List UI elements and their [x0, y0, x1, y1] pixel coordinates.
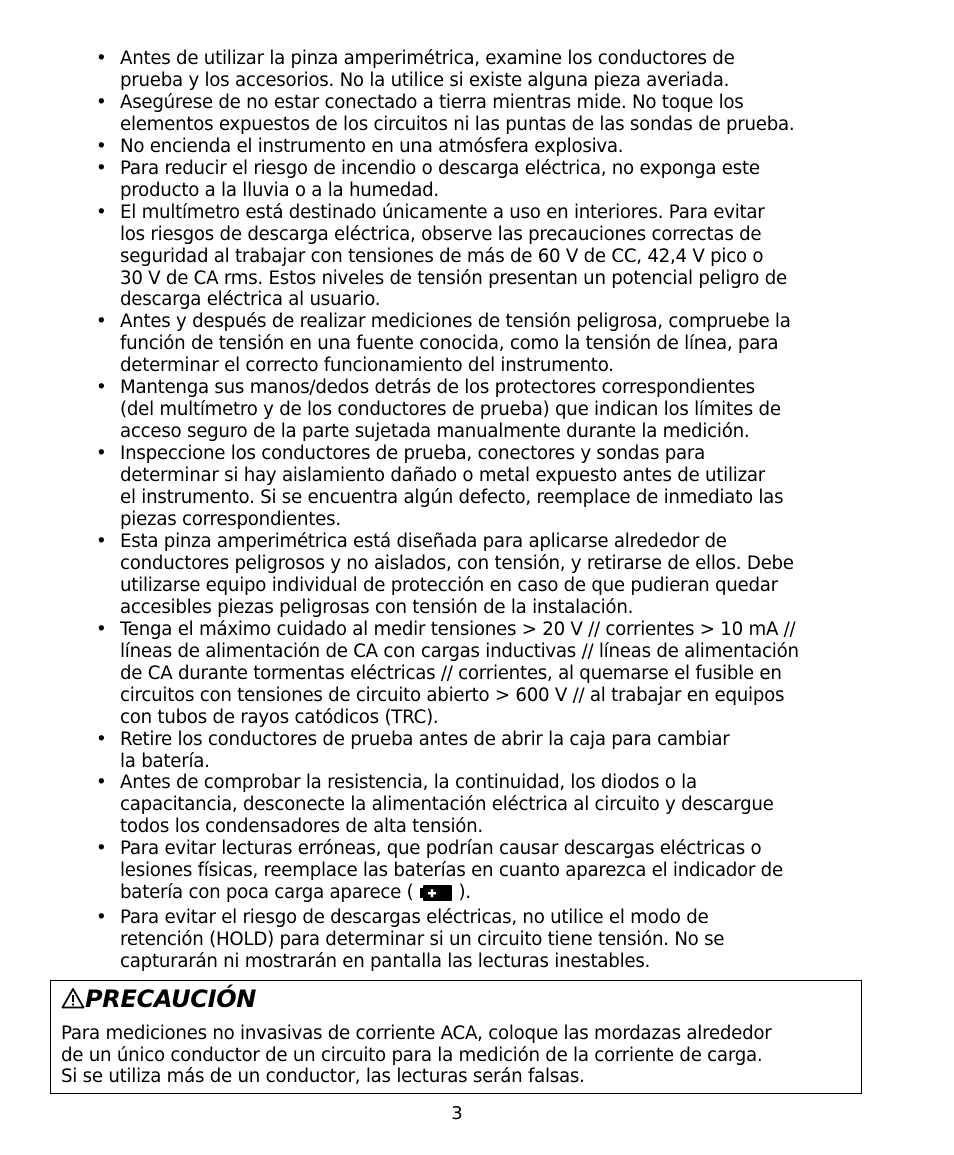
- caution-box: [50, 980, 862, 1094]
- bullet-line: • Esta pinza amperimétrica está diseñada para aplicarse alrededor de: [120, 530, 727, 552]
- bullet-line: descarga eléctrica al usuario.: [120, 289, 381, 311]
- bullet-item: [96, 48, 876, 92]
- bullet-line: todos los condensadores de alta tensión.: [120, 816, 483, 838]
- bullet-line: capturarán ni mostrarán en pantalla las lecturas inestables.: [120, 951, 651, 973]
- bullet-line: • Antes de comprobar la resistencia, la continuidad, los diodos o la: [120, 772, 697, 794]
- bullet-line: piezas correspondientes.: [120, 509, 341, 531]
- bullet-line: de CA durante tormentas eléctricas // corrientes, al quemarse el fusible en: [120, 662, 782, 684]
- caution-line: Para mediciones no invasivas de corriente ACA, coloque las mordazas alrededor: [61, 1023, 772, 1044]
- bullet-line: determinar el correcto funcionamiento del instrumento.: [120, 355, 614, 377]
- bullet-line: • El multímetro está destinado únicamente a uso en interiores. Para evitar: [120, 201, 765, 223]
- bullet-item: [96, 907, 876, 973]
- bullet-item: [96, 136, 876, 158]
- bullet-line: • Para evitar el riesgo de descargas eléctricas, no utilice el modo de: [120, 907, 709, 929]
- bullet-item: [96, 729, 876, 773]
- bullet-line: líneas de alimentación de CA con cargas inductivas // líneas de alimentación: [120, 640, 799, 662]
- bullet-line: elementos expuestos de los circuitos ni las puntas de las sondas de prueba.: [120, 113, 795, 135]
- bullet-line: lesiones físicas, reemplace las baterías en cuanto aparezca el indicador de: [120, 860, 783, 882]
- bullet-line: determinar si hay aislamiento dañado o metal expuesto antes de utilizar: [120, 465, 765, 487]
- bullet-line: producto a la lluvia o a la humedad.: [120, 179, 439, 201]
- bullet-line: seguridad al trabajar con tensiones de más de 60 V de CC, 42,4 V pico o: [120, 245, 764, 267]
- battery-line-text: batería con poca carga aparece (: [120, 882, 419, 904]
- bullet-line: circuitos con tensiones de circuito abierto > 600 V // al trabajar en equipos: [120, 684, 785, 706]
- safety-bullet-list: [96, 48, 876, 973]
- bullet-line: acceso seguro de la parte sujetada manualmente durante la medición.: [120, 421, 750, 443]
- warning-triangle-icon: [61, 987, 85, 1009]
- bullet-line: • Retire los conductores de prueba antes de abrir la caja para cambiar: [120, 728, 730, 750]
- battery-low-icon: [420, 885, 452, 907]
- bullet-item: [96, 311, 876, 377]
- bullet-item: [96, 202, 876, 312]
- bullet-line: • Para reducir el riesgo de incendio o descarga eléctrica, no exponga este: [120, 157, 760, 179]
- bullet-item: [96, 443, 876, 531]
- bullet-line: [120, 882, 876, 907]
- bullet-line: • Antes y después de realizar mediciones de tensión peligrosa, compruebe la: [120, 311, 791, 333]
- bullet-item: [96, 838, 876, 907]
- bullet-line: • Asegúrese de no estar conectado a tierra mientras mide. No toque los: [120, 91, 744, 113]
- bullet-line: prueba y los accesorios. No la utilice si existe alguna pieza averiada.: [120, 69, 730, 91]
- caution-heading: [61, 985, 256, 1013]
- bullet-line: 30 V de CA rms. Estos niveles de tensión presentan un potencial peligro de: [120, 267, 787, 289]
- bullet-item: [96, 92, 876, 136]
- bullet-line: • No encienda el instrumento en una atmósfera explosiva.: [120, 135, 624, 157]
- bullet-line: • Tenga el máximo cuidado al medir tensiones > 20 V // corrientes > 10 mA //: [120, 618, 796, 640]
- bullet-line: la batería.: [120, 750, 210, 772]
- caution-body: [61, 1023, 772, 1088]
- bullet-item: [96, 772, 876, 838]
- bullet-line: (del multímetro y de los conductores de prueba) que indican los límites de: [120, 399, 781, 421]
- bullet-item: [96, 531, 876, 619]
- bullet-line: los riesgos de descarga eléctrica, observe las precauciones correctas de: [120, 223, 762, 245]
- bullet-line: • Mantenga sus manos/dedos detrás de los protectores correspondientes: [120, 377, 755, 399]
- bullet-item: [96, 158, 876, 202]
- caution-line: de un único conductor de un circuito para la medición de la corriente de carga.: [61, 1044, 763, 1066]
- caution-line: Si se utiliza más de un conductor, las lecturas serán falsas.: [61, 1066, 585, 1087]
- bullet-line: utilizarse equipo individual de protección en caso de que pudieran quedar: [120, 574, 778, 596]
- battery-line-text: ).: [452, 882, 471, 904]
- bullet-line: • Inspeccione los conductores de prueba, conectores y sondas para: [120, 443, 706, 465]
- bullet-line: con tubos de rayos catódicos (TRC).: [120, 706, 439, 728]
- bullet-item: [96, 377, 876, 443]
- bullet-line: • Antes de utilizar la pinza amperimétrica, examine los conductores de: [120, 48, 735, 69]
- bullet-line: • Para evitar lecturas erróneas, que podrían causar descargas eléctricas o: [120, 838, 762, 860]
- bullet-line: capacitancia, desconecte la alimentación eléctrica al circuito y descargue: [120, 794, 774, 816]
- bullet-line: el instrumento. Si se encuentra algún defecto, reemplace de inmediato las: [120, 487, 784, 509]
- bullet-line: función de tensión en una fuente conocida, como la tensión de línea, para: [120, 333, 779, 355]
- caution-title: PRECAUCIÓN: [85, 985, 257, 1013]
- bullet-line: retención (HOLD) para determinar si un circuito tiene tensión. No se: [120, 929, 725, 951]
- bullet-line: conductores peligrosos y no aislados, con tensión, y retirarse de ellos. Debe: [120, 552, 794, 574]
- page-number: 3: [451, 1103, 463, 1124]
- bullet-item: [96, 619, 876, 729]
- bullet-line: accesibles piezas peligrosas con tensión de la instalación.: [120, 596, 634, 618]
